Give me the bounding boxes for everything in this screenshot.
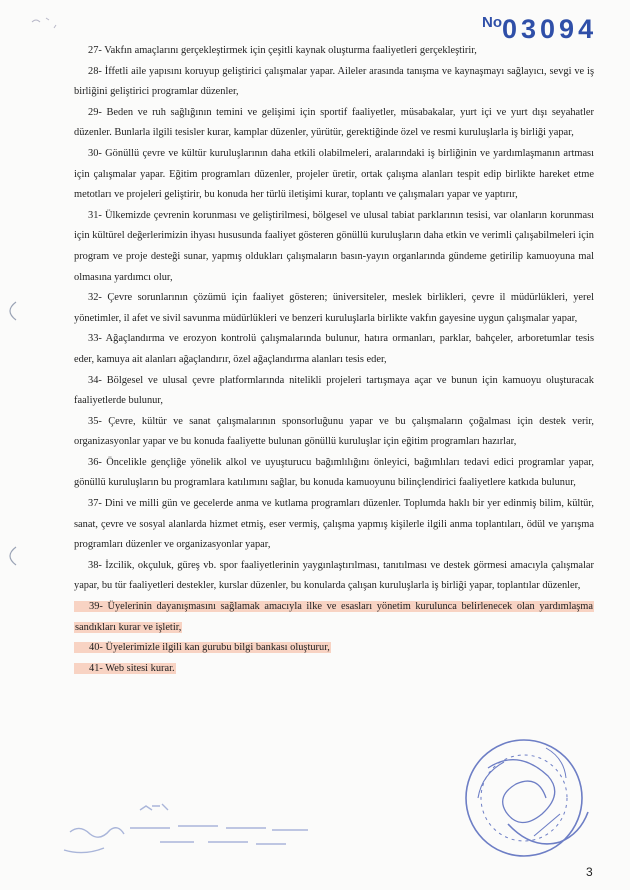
document-number-digits: 03094 [502, 14, 598, 44]
article-number: 29- [88, 106, 102, 118]
article-text [74, 210, 594, 283]
article-body: Dini ve milli gün ve gecelerde anma ve kutlama programları düzenler. Toplumda haklı bir yer edinmiş bilim, kültür, sanat, çevre ve sosyal alanlarda hizmet etmiş, eser vermiş, çalışma yapmış kişilerle ilgili anma toplantıları, ödül ve yarışma programları düzenler ve organizasyonlar yapar, [74, 498, 594, 551]
article-text [74, 333, 594, 365]
article-number: 35- [88, 415, 102, 427]
article-item [74, 638, 594, 659]
article-body: Beden ve ruh sağlığının temini ve gelişimi için sportif faaliyetler, müsabakalar, yurt içi ve yurt dışı seyahatler düzenler. Bunlarla ilgili tesisler kurar, kamplar düzenler, yürütür, gerektiğinde özel ve resmi kuruluşlarla iş birliği yapar, [74, 106, 594, 139]
pen-mark-icon [28, 8, 68, 38]
article-body: Üyelerimizle ilgili kan gurubu bilgi bankası oluşturur, [105, 642, 330, 654]
name-stamp-icon [60, 800, 320, 860]
article-number: 39- [89, 601, 103, 613]
article-body: Üyelerinin dayanışmasını sağlamak amacıyla ilke ve esasları yönetim kurulunca belirlenecek olan yardımlaşma sandıkları kurar ve işletir, [75, 601, 593, 633]
article-number: 30- [88, 147, 102, 159]
article-item [74, 144, 594, 206]
page-number: 3 [586, 865, 593, 879]
article-item [74, 288, 594, 329]
article-number: 31- [88, 209, 102, 221]
article-number: 34- [88, 374, 102, 386]
punch-hole-mark-icon [4, 545, 18, 567]
article-number: 40- [89, 642, 103, 654]
article-text [74, 375, 594, 407]
article-number: 28- [88, 65, 102, 77]
article-item [74, 556, 594, 597]
article-text [74, 148, 594, 200]
article-text [74, 292, 594, 324]
article-body: Ülkemizde çevrenin korunması ve geliştirilmesi, bölgesel ve ulusal tabiat parklarının tesisi, var olanların korunması için kültürel değerlerimizin ihyası hususunda faaliyet gösteren gönüllü kuruluşların daha etkin ve verimli çalışabilmeleri için program ve proje desteği sunar, yapmış oldukları çalışmaların basın-yayın organlarında gündeme getirilip kamuoyuna mal olmasına yardımcı olur, [74, 209, 594, 283]
article-body: Web sitesi kurar. [105, 662, 175, 674]
article-number: 36- [88, 456, 102, 468]
article-number: 32- [88, 292, 102, 304]
article-item [74, 597, 594, 638]
article-list [74, 41, 594, 679]
article-item [74, 41, 594, 62]
article-item [74, 453, 594, 494]
article-item [74, 659, 594, 680]
article-body: Vakfın amaçlarını gerçekleştirmek için çeşitli kaynak oluşturma faaliyetleri gerçekleştirir, [104, 45, 477, 56]
document-number-prefix: No [482, 14, 502, 31]
punch-hole-mark-icon [4, 300, 18, 322]
article-item [74, 329, 594, 370]
article-number: 33- [88, 333, 102, 345]
article-item [74, 494, 594, 556]
article-number: 38- [88, 559, 102, 571]
article-text [74, 560, 594, 592]
article-item [74, 206, 594, 288]
official-seal-stamp-icon [448, 728, 598, 876]
article-text [74, 416, 594, 448]
article-item [74, 371, 594, 412]
article-body: Çevre, kültür ve sanat çalışmalarının sponsorluğunu yapar ve bu çalışmaların çoğalması için destek verir, organizasyonlar yapar ve bu konuda faaliyette bulunan gönüllü kuruluşlar için eğitim programları hazırlar, [74, 415, 594, 448]
article-body: Çevre sorunlarının çözümü için faaliyet gösteren; üniversiteler, meslek birlikleri, çevre il müdürlükleri, yerel yönetimler, il afet ve sivil savunma müdürlükleri ve benzeri kuruluşlarla birlikte vakfın gayesine uygun çalışmalar yapar, [74, 292, 594, 324]
article-body: İffetli aile yapısını koruyup geliştirici çalışmalar yapar. Aileler arasında tanışma ve kaynaşmayı sağlayıcı, sevgi ve iş birliğini geliştirici programlar düzenler, [74, 65, 594, 98]
article-body: Ağaçlandırma ve erozyon kontrolü çalışmalarında bulunur, hatıra ormanları, parklar, bahçeler, arboretumlar tesis eder, kamuya ait alanları ağaçlandırır, özel ağaçlandırma alanları tesis eder, [74, 333, 594, 365]
article-text [74, 45, 477, 56]
article-number: 37- [88, 498, 102, 510]
article-text [74, 457, 594, 489]
article-body: Bölgesel ve ulusal çevre platformlarında nitelikli projeleri tartışmaya açar ve bunun için kamuoyu oluşturacak faaliyetlerde bulunur, [74, 374, 594, 407]
article-text [74, 107, 594, 139]
article-item [74, 412, 594, 453]
article-number: 27- [88, 45, 102, 56]
article-body: İzcilik, okçuluk, güreş vb. spor faaliyetlerinin yaygınlaştırılması, tanıtılması ve destek görmesi amacıyla çalışmalar yapar, bu tür faaliyetleri destekler, kurslar düzenler, bu konularda çalışan kuruluşlarla iş birliği yapar, toplantılar düzenler, [74, 559, 595, 592]
article-text [74, 66, 594, 98]
article-item [74, 103, 594, 144]
article-text [74, 601, 594, 633]
article-text [74, 663, 176, 674]
article-text [74, 642, 331, 653]
article-text [74, 498, 594, 550]
article-number: 41- [89, 662, 103, 674]
article-body: Öncelikle gençliğe yönelik alkol ve uyuşturucu bağımlılığını önleyici, bağımlıları tedavi edici programlar yapar, gönüllü kuruluşların bu programlara katılımını sağlar, bu konuda kamuoyunu bilinçlendirici faaliyetlere katkıda bulunur, [74, 456, 594, 489]
article-body: Gönüllü çevre ve kültür kuruluşlarının daha etkili olabilmeleri, aralarındaki iş birliğinin ve yardımlaşmanın artması için çalışmalar yapar. Eğitim programları düzenler, projeler üretir, ortak çalışma alanları tespit edip birlikte hareket etme metotları ve projeleri geliştirir, bu konuda her türlü iletişimi kurar, toplantı ve çalışmaları yapar ve yaptırır, [74, 147, 594, 201]
article-item [74, 62, 594, 103]
